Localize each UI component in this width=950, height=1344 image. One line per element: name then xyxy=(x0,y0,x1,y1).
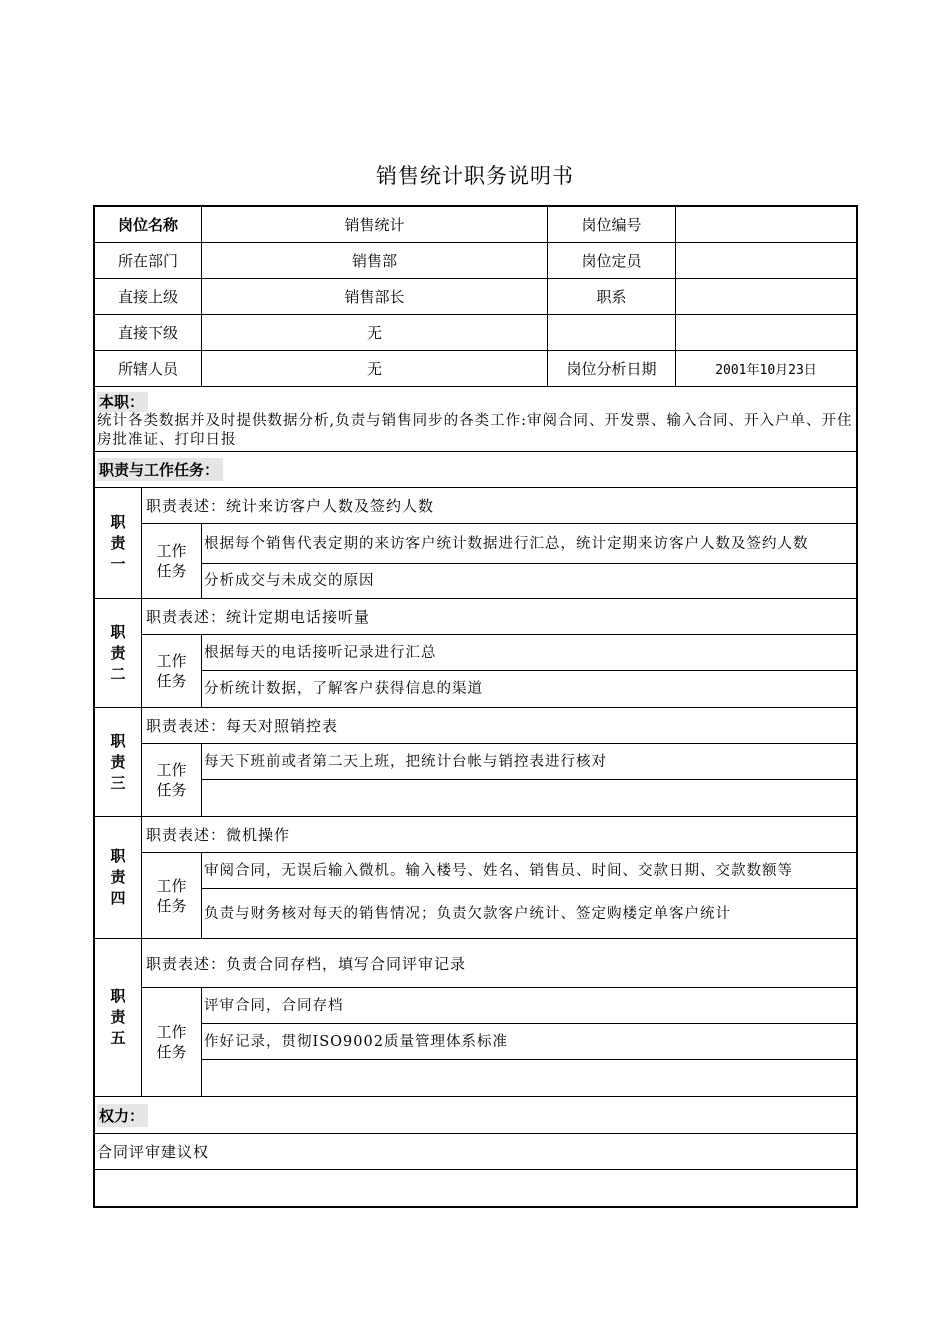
task-label: 工作任务 xyxy=(142,744,202,816)
task-item: 分析成交与未成交的原因 xyxy=(204,573,375,589)
label-position-name: 岗位名称 xyxy=(95,207,202,242)
duty-label: 职责四 xyxy=(95,817,142,938)
task-item: 根据每个销售代表定期的来访客户统计数据进行汇总，统计定期来访客户人数及签约人数 xyxy=(202,524,856,564)
duty-description: 职责表述：统计定期电话接听量 xyxy=(142,599,856,635)
value-staff-managed: 无 xyxy=(202,351,548,386)
duty-label: 职责三 xyxy=(95,708,142,816)
task-label: 工作任务 xyxy=(142,635,202,707)
duty-label: 职责二 xyxy=(95,599,142,707)
job-description-table xyxy=(93,205,858,1208)
label-staff-managed: 所辖人员 xyxy=(95,351,202,386)
core-duty-heading: 本职： xyxy=(97,392,148,412)
task-label: 工作任务 xyxy=(142,988,202,1096)
task-item xyxy=(202,780,856,816)
task-item: 评审合同，合同存档 xyxy=(202,988,856,1024)
duty-block xyxy=(95,708,856,817)
duty-description: 职责表述：统计来访客户人数及签约人数 xyxy=(142,488,856,524)
label-direct-subordinate: 直接下级 xyxy=(95,315,202,350)
core-duty-section xyxy=(95,387,856,452)
value-position-number xyxy=(676,207,856,242)
task-item: 审阅合同，无误后输入微机。输入楼号、姓名、销售员、时间、交款日期、交款数额等 xyxy=(202,853,856,889)
value-position-name: 销售统计 xyxy=(202,207,548,242)
value-job-series xyxy=(676,279,856,314)
duty-block xyxy=(95,817,856,939)
info-row xyxy=(95,207,856,243)
label-position-number: 岗位编号 xyxy=(548,207,676,242)
task-item: 作好记录，贯彻ISO9002质量管理体系标准 xyxy=(202,1024,856,1060)
label-job-series: 职系 xyxy=(548,279,676,314)
duty-description: 职责表述：负责合同存档，填写合同评审记录 xyxy=(142,939,856,988)
task-item: 每天下班前或者第二天上班，把统计台帐与销控表进行核对 xyxy=(202,744,856,780)
task-item xyxy=(202,1060,856,1096)
duty-description: 职责表述：微机操作 xyxy=(142,817,856,853)
info-row xyxy=(95,243,856,279)
label-analysis-date: 岗位分析日期 xyxy=(548,351,676,386)
value-headcount xyxy=(676,243,856,278)
duty-block xyxy=(95,488,856,599)
label-headcount: 岗位定员 xyxy=(548,243,676,278)
info-row xyxy=(95,279,856,315)
empty-cell xyxy=(548,315,676,350)
value-direct-subordinate: 无 xyxy=(202,315,548,350)
page-title: 销售统计职务说明书 xyxy=(376,164,574,188)
task-label: 工作任务 xyxy=(142,853,202,938)
label-department: 所在部门 xyxy=(95,243,202,278)
task-item: 根据每天的电话接听记录进行汇总 xyxy=(202,635,856,671)
empty-cell xyxy=(676,315,856,350)
task-item: 负责与财务核对每天的销售情况；负责欠款客户统计、签定购楼定单客户统计 xyxy=(204,905,731,922)
duties-heading-row xyxy=(95,452,856,488)
value-direct-superior: 销售部长 xyxy=(202,279,548,314)
power-item xyxy=(95,1170,856,1206)
info-row xyxy=(95,351,856,387)
task-item: 分析统计数据，了解客户获得信息的渠道 xyxy=(204,681,483,697)
duty-block xyxy=(95,939,856,1097)
duty-label: 职责五 xyxy=(95,939,142,1096)
info-row xyxy=(95,315,856,351)
duty-block xyxy=(95,599,856,708)
power-heading: 权力： xyxy=(97,1104,148,1127)
label-direct-superior: 直接上级 xyxy=(95,279,202,314)
duty-label: 职责一 xyxy=(95,488,142,598)
power-heading-row xyxy=(95,1097,856,1134)
duties-heading: 职责与工作任务： xyxy=(97,458,223,481)
power-item: 合同评审建议权 xyxy=(95,1134,856,1170)
duty-description: 职责表述：每天对照销控表 xyxy=(142,708,856,744)
value-analysis-date: 2001年10月23日 xyxy=(715,363,817,378)
task-label: 工作任务 xyxy=(142,524,202,598)
core-duty-text: 统计各类数据并及时提供数据分析,负责与销售同步的各类工作:审阅合同、开发票、输入合同、开入户单、开住房批准证、打印日报 xyxy=(97,413,853,448)
value-department: 销售部 xyxy=(202,243,548,278)
